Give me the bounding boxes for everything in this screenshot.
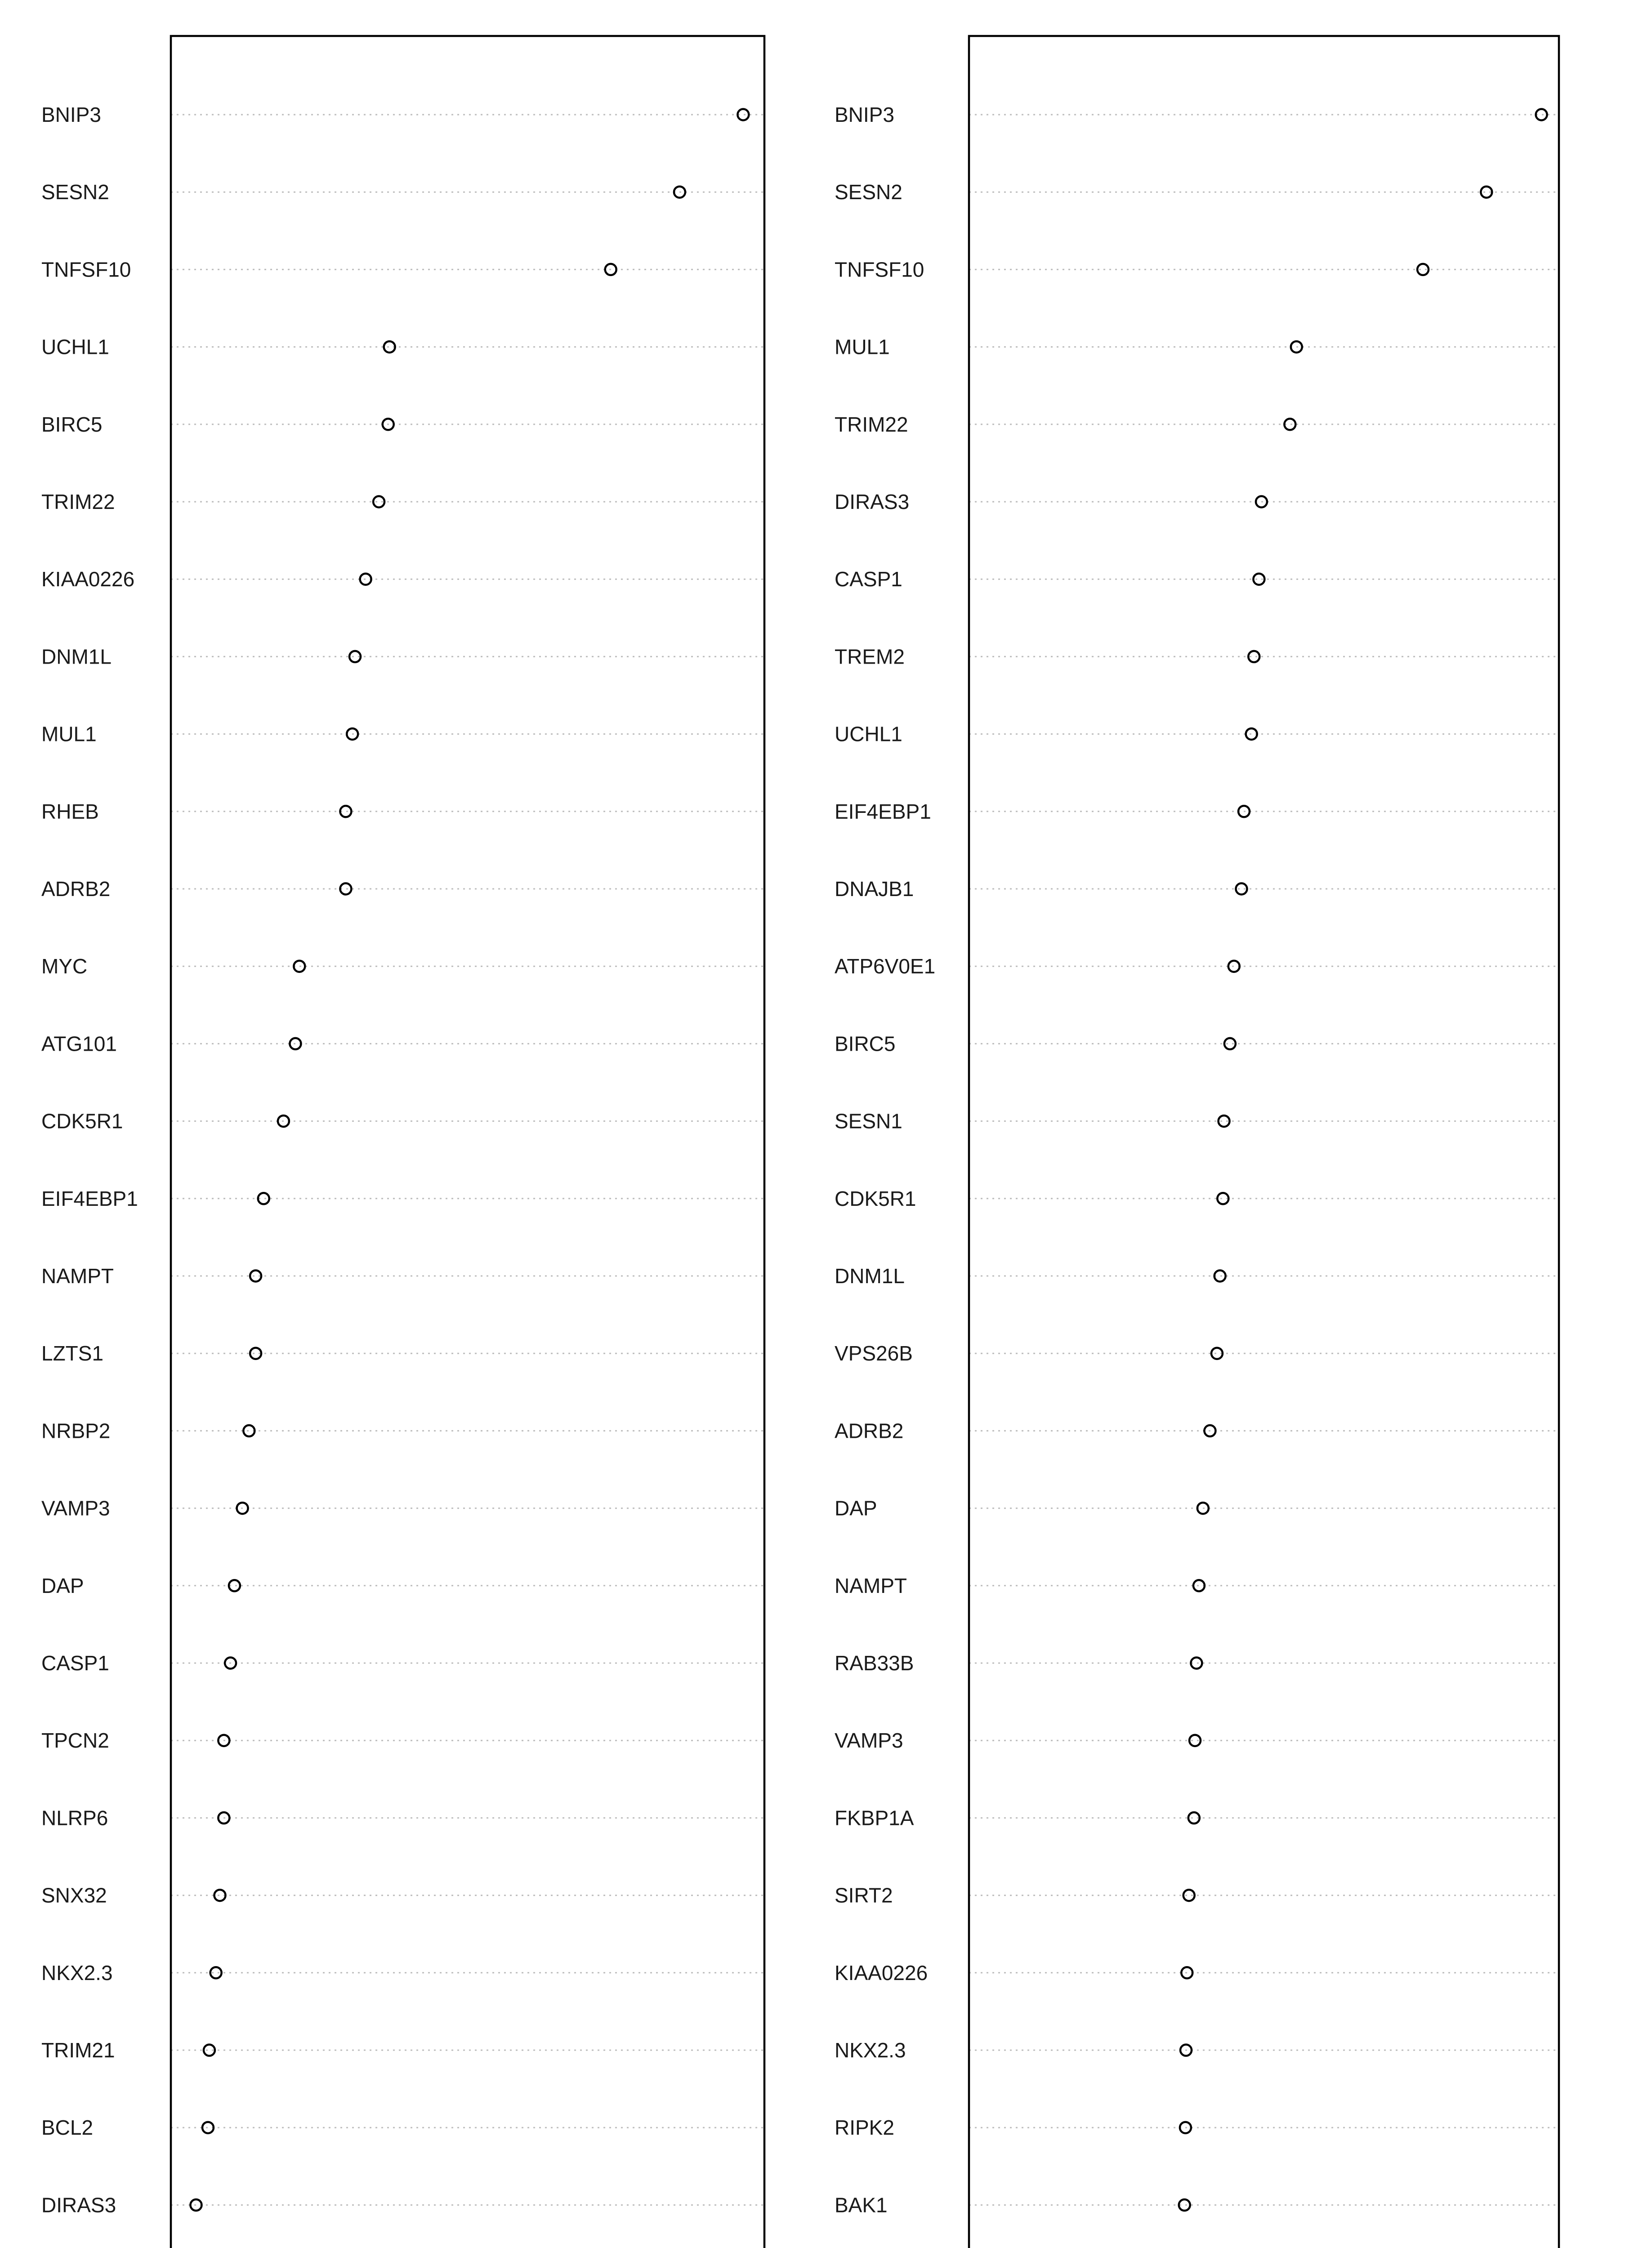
data-point — [1417, 264, 1429, 275]
category-label: KIAA0226 — [41, 567, 135, 591]
category-label: LZTS1 — [41, 1342, 104, 1365]
category-label: NLRP6 — [41, 1806, 108, 1830]
dotchart-mean-decrease-gini — [835, 36, 1559, 2248]
category-label: SNX32 — [41, 1883, 107, 1907]
category-label: RHEB — [41, 799, 99, 823]
category-label: EIF4EBP1 — [835, 799, 931, 823]
category-label: VAMP3 — [835, 1729, 903, 1753]
category-label: SESN2 — [835, 180, 902, 204]
plot-frame — [969, 36, 1559, 2248]
category-label: VAMP3 — [41, 1496, 110, 1520]
category-label: MYC — [41, 955, 88, 978]
category-label: NKX2.3 — [835, 2038, 906, 2062]
category-label: CASP1 — [835, 567, 902, 591]
category-label: TNFSF10 — [41, 258, 131, 281]
category-label: SIRT2 — [835, 1883, 893, 1907]
category-label: MUL1 — [41, 722, 97, 746]
category-label: DNM1L — [835, 1264, 905, 1288]
category-label: NKX2.3 — [41, 1961, 113, 1985]
category-label: BIRC5 — [41, 412, 103, 436]
category-label: ATG101 — [41, 1032, 117, 1056]
category-label: BNIP3 — [835, 103, 894, 126]
data-point — [360, 574, 371, 585]
category-label: TREM2 — [835, 645, 905, 669]
category-label: TPCN2 — [41, 1729, 109, 1753]
data-point — [1224, 1038, 1236, 1049]
category-label: BIRC5 — [835, 1032, 896, 1056]
category-label: BAK1 — [835, 2193, 888, 2217]
category-label: ATP6V0E1 — [835, 955, 936, 978]
category-label: ADRB2 — [41, 877, 111, 901]
category-label: NAMPT — [41, 1264, 114, 1288]
category-label: VPS26B — [835, 1342, 913, 1365]
data-point — [294, 961, 305, 972]
category-label: EIF4EBP1 — [41, 1186, 138, 1210]
category-label: DIRAS3 — [835, 490, 910, 513]
category-label: BNIP3 — [41, 103, 101, 126]
dotchart-mean-decrease-accuracy — [41, 36, 764, 2248]
category-label: BCL2 — [41, 2116, 94, 2140]
category-label: DNAJB1 — [835, 877, 914, 901]
data-point — [1246, 728, 1257, 740]
category-label: TRIM21 — [41, 2038, 115, 2062]
category-label: ADRB2 — [835, 1419, 904, 1443]
category-label: MUL1 — [835, 335, 890, 359]
plot-frame — [171, 36, 764, 2248]
category-label: KIAA0226 — [835, 1961, 928, 1985]
data-point — [1189, 1735, 1201, 1746]
category-label: CDK5R1 — [41, 1109, 123, 1133]
category-label: NAMPT — [835, 1574, 907, 1597]
category-label: CASP1 — [41, 1651, 109, 1675]
category-label: SESN2 — [41, 180, 109, 204]
category-label: TRIM22 — [835, 412, 908, 436]
category-label: DNM1L — [41, 645, 112, 669]
category-label: UCHL1 — [41, 335, 109, 359]
category-label: TRIM22 — [41, 490, 115, 513]
category-label: RIPK2 — [835, 2116, 894, 2140]
category-label: DIRAS3 — [41, 2193, 116, 2217]
category-label: CDK5R1 — [835, 1186, 916, 1210]
category-label: DAP — [835, 1496, 877, 1520]
category-label: UCHL1 — [835, 722, 902, 746]
category-label: RAB33B — [835, 1651, 914, 1675]
category-label: DAP — [41, 1574, 84, 1597]
category-label: SESN1 — [835, 1109, 902, 1133]
category-label: FKBP1A — [835, 1806, 914, 1830]
category-label: NRBP2 — [41, 1419, 111, 1443]
category-label: TNFSF10 — [835, 258, 924, 281]
